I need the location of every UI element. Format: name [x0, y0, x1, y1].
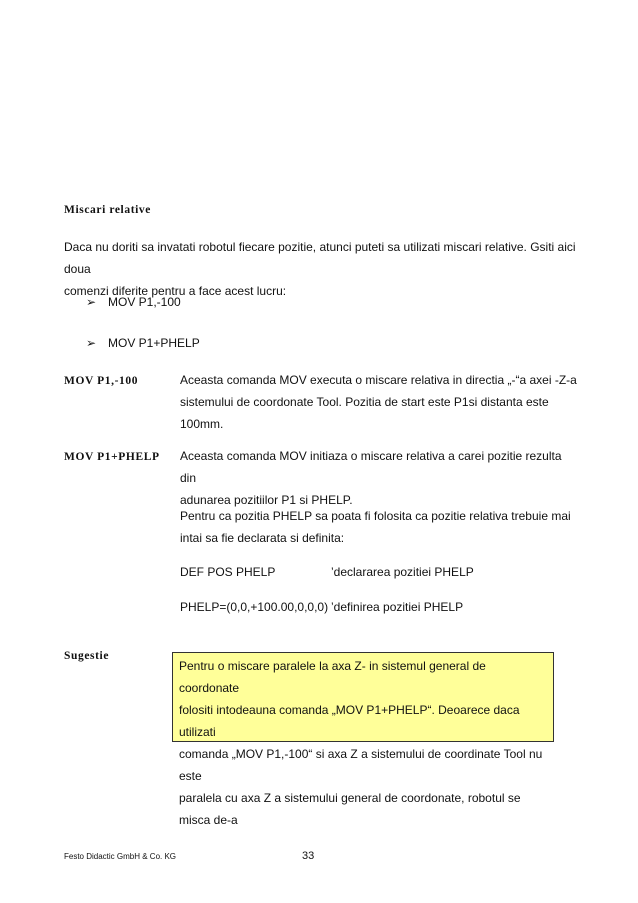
arrow-bullet-icon: ➢ [86, 336, 97, 350]
footer-company: Festo Didactic GmbH & Co. KG [64, 852, 177, 861]
code-comment: ’declararea pozitiei PHELP [331, 565, 474, 579]
code-line: DEF POS PHELP [180, 565, 276, 579]
section-title: Miscari relative [64, 204, 151, 216]
code-line: PHELP=(0,0,+100.00,0,0,0) [180, 600, 329, 614]
command-description [180, 445, 580, 511]
intro-line: comenzi diferite pentru a face acest lucru: [64, 284, 287, 298]
description-line: Pentru ca pozitia PHELP sa poata fi folosita ca pozitie relativa trebuie mai [180, 509, 571, 523]
note-line: comanda „MOV P1,-100“ si axa Z a sistemului de coordinate Tool nu este [179, 747, 543, 783]
bullet-text: MOV P1,-100 [108, 295, 181, 309]
note-line: paralela cu axa Z a sistemului general de coordonate, robotul se misca de-a [179, 791, 521, 827]
description-line: Aceasta comanda MOV executa o miscare relativa in directia „-“a axei -Z-a [180, 373, 577, 387]
description-line: 100mm. [180, 417, 224, 431]
command-label: MOV P1,-100 [64, 375, 139, 387]
suggestion-note-box [172, 652, 554, 827]
description-line: intai sa fie declarata si definita: [180, 531, 345, 545]
page-number: 33 [302, 850, 315, 862]
arrow-bullet-icon: ➢ [86, 295, 97, 309]
declaration-paragraph [180, 505, 580, 549]
description-line: sistemului de coordonate Tool. Pozitia de start este P1si distanta este [180, 395, 549, 409]
intro-line: Daca nu doriti sa invatati robotul fiecare pozitie, atunci puteti sa utilizati miscari relative. Gsiti aici doua [64, 240, 576, 276]
note-line: Pentru o miscare paralele la axa Z- in sistemul general de coordonate [179, 659, 486, 695]
bullet-item [86, 336, 200, 350]
command-label: MOV P1+PHELP [64, 451, 160, 463]
code-comment: ’definirea pozitiei PHELP [331, 600, 464, 614]
bullet-item [86, 295, 181, 309]
command-description [180, 369, 580, 435]
suggestion-label: Sugestie [64, 650, 110, 662]
description-line: Aceasta comanda MOV initiaza o miscare relativa a carei pozitie rezulta din [180, 449, 562, 485]
bullet-text: MOV P1+PHELP [108, 336, 200, 350]
note-line: folositi intodeauna comanda „MOV P1+PHELP“. Deoarece daca utilizati [179, 703, 520, 739]
description-line: adunarea pozitiilor P1 si PHELP. [180, 493, 353, 507]
intro-paragraph [64, 236, 584, 302]
